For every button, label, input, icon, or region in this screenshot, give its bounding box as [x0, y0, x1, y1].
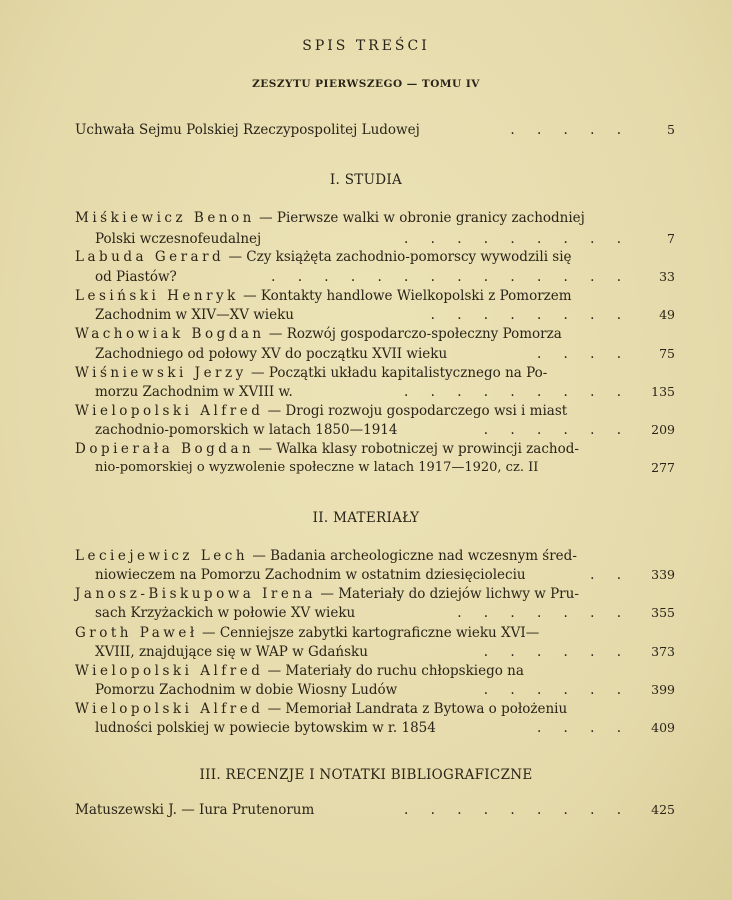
leader-dots: . . . . . . . .	[430, 307, 630, 323]
entry-author: Wielopolski Alfred	[75, 403, 264, 419]
entry-author: Miśkiewicz Benon	[75, 210, 255, 226]
entry-title: — Memoriał Landrata z Bytowa o położeniu	[263, 701, 568, 717]
page-number: 355	[651, 605, 675, 620]
toc-entry-line	[75, 586, 675, 605]
section-heading-studia: I. STUDIA	[329, 172, 403, 188]
entry-title: — Pierwsze walki w obronie granicy zachodniej	[254, 210, 585, 226]
entry-title: Matuszewski J. — Iura Prutenorum	[75, 802, 315, 818]
page-number: 33	[659, 269, 675, 284]
entry-author: Lesiński Henryk	[75, 288, 239, 304]
page-number: 277	[651, 460, 675, 475]
leader-dots: . . . .	[536, 720, 630, 736]
entry-title-cont: morzu Zachodnim w XVIII w.	[95, 384, 293, 400]
toc-entry-line	[75, 605, 675, 624]
page-number: 49	[659, 307, 675, 322]
leader-dots: . . . . .	[510, 122, 630, 138]
toc-entry-line	[75, 210, 675, 229]
entry-author: Janosz-Biskupowa Irena	[75, 586, 317, 602]
toc-entry-line	[75, 307, 675, 326]
entry-title: — Cenniejsze zabytki kartograficzne wieku XVI—	[197, 625, 540, 641]
toc-entry-line	[75, 720, 675, 739]
entry-title-cont: nio-pomorskiej o wyzwolenie społeczne w latach 1917—1920, cz. II	[95, 460, 539, 475]
section-heading-recenzje: III. RECENZJE I NOTATKI BIBLIOGRAFICZNE	[199, 767, 533, 783]
entry-author: Wachowiak Bogdan	[75, 326, 265, 342]
toc-entry-intro	[75, 122, 675, 141]
page-number: 75	[659, 346, 675, 361]
toc-entry-line	[75, 663, 675, 682]
leader-dots: . . . . . . .	[457, 605, 630, 621]
toc-entry-line	[75, 231, 675, 250]
entry-title-cont: sach Krzyżackich w połowie XV wieku	[95, 605, 356, 621]
toc-entry-line	[75, 567, 675, 586]
leader-dots: . . . .	[536, 346, 630, 362]
toc-entry-line	[75, 249, 675, 268]
toc-entry-line	[75, 269, 675, 288]
entry-title: — Walka klasy robotniczej w prowincji zachod-	[254, 441, 579, 457]
leader-dots: . . . . . . . . . . . . . .	[271, 269, 630, 285]
entry-title: — Materiały do dziejów lichwy w Pru-	[316, 586, 579, 602]
entry-title-cont: od Piastów?	[95, 269, 177, 285]
page-number: 339	[651, 567, 675, 582]
page-number: 425	[651, 802, 675, 817]
entry-title-cont: Polski wczesnofeudalnej	[95, 231, 262, 247]
toc-entry-line	[75, 548, 675, 567]
toc-entry-line	[75, 346, 675, 365]
toc-entry-recenzja	[75, 802, 675, 821]
page-number: 7	[667, 231, 675, 246]
toc-entry-line	[75, 460, 675, 479]
entry-title: — Początki układu kapitalistycznego na Po-	[246, 365, 548, 381]
leader-dots: . . . . . .	[483, 422, 630, 438]
page-number: 399	[651, 682, 675, 697]
toc-entry-line	[75, 441, 675, 460]
toc-entry-line	[75, 625, 675, 644]
page-subtitle: ZESZYTU PIERWSZEGO — TOMU IV	[252, 78, 480, 90]
toc-entry-line	[75, 403, 675, 422]
entry-author: Wielopolski Alfred	[75, 701, 264, 717]
toc-entry-line	[75, 326, 675, 345]
entry-title: — Materiały do ruchu chłopskiego na	[263, 663, 524, 679]
toc-entry-line	[75, 288, 675, 307]
entry-author: Labuda Gerard	[75, 249, 225, 265]
entry-title-cont: ludności polskiej w powiecie bytowskim w r. 1854	[95, 720, 436, 736]
page-title: SPIS TREŚCI	[302, 38, 430, 54]
page-number: 209	[651, 422, 675, 437]
entry-title-cont: niowieczem na Pomorzu Zachodnim w ostatnim dziesięcioleciu	[95, 567, 526, 583]
entry-title-cont: XVIII, znajdujące się w WAP w Gdańsku	[95, 644, 368, 660]
leader-dots: . . . . . . . . .	[404, 231, 630, 247]
toc-entry-line	[75, 384, 675, 403]
toc-entry-line	[75, 422, 675, 441]
entry-author: Dopierała Bogdan	[75, 441, 255, 457]
entry-author: Wiśniewski Jerzy	[75, 365, 247, 381]
entry-title: — Kontakty handlowe Wielkopolski z Pomorzem	[238, 288, 572, 304]
entry-title: — Czy książęta zachodnio-pomorscy wywodzili się	[224, 249, 572, 265]
entry-title: — Badania archeologiczne nad wczesnym śred-	[248, 548, 577, 564]
entry-title: — Rozwój gospodarczo-społeczny Pomorza	[264, 326, 562, 342]
page-number: 135	[651, 384, 675, 399]
entry-title-cont: Zachodnim w XIV—XV wieku	[95, 307, 294, 323]
entry-title-cont: Pomorzu Zachodnim w dobie Wiosny Ludów	[95, 682, 398, 698]
toc-entry-line	[75, 701, 675, 720]
toc-entry-line	[75, 365, 675, 384]
page-number: 373	[651, 644, 675, 659]
leader-dots: . .	[590, 567, 630, 583]
entry-title: — Drogi rozwoju gospodarczego wsi i miast	[263, 403, 568, 419]
leader-dots: . . . . . . . . .	[404, 384, 630, 400]
entry-title: Uchwała Sejmu Polskiej Rzeczypospolitej Ludowej	[75, 122, 420, 138]
section-heading-materialy: II. MATERIAŁY	[312, 510, 420, 526]
entry-title-cont: Zachodniego od połowy XV do początku XVII wieku	[95, 346, 448, 362]
page-number: 409	[651, 720, 675, 735]
toc-entry-line	[75, 682, 675, 701]
entry-title-cont: zachodnio-pomorskich w latach 1850—1914	[95, 422, 398, 438]
leader-dots: . . . . . .	[483, 644, 630, 660]
toc-entry-line	[75, 644, 675, 663]
entry-author: Wielopolski Alfred	[75, 663, 264, 679]
leader-dots: . . . . . .	[483, 682, 630, 698]
entry-author: Groth Paweł	[75, 625, 198, 641]
leader-dots: . . . . . . . . .	[404, 802, 630, 818]
entry-author: Leciejewicz Lech	[75, 548, 249, 564]
page-number: 5	[667, 122, 675, 137]
